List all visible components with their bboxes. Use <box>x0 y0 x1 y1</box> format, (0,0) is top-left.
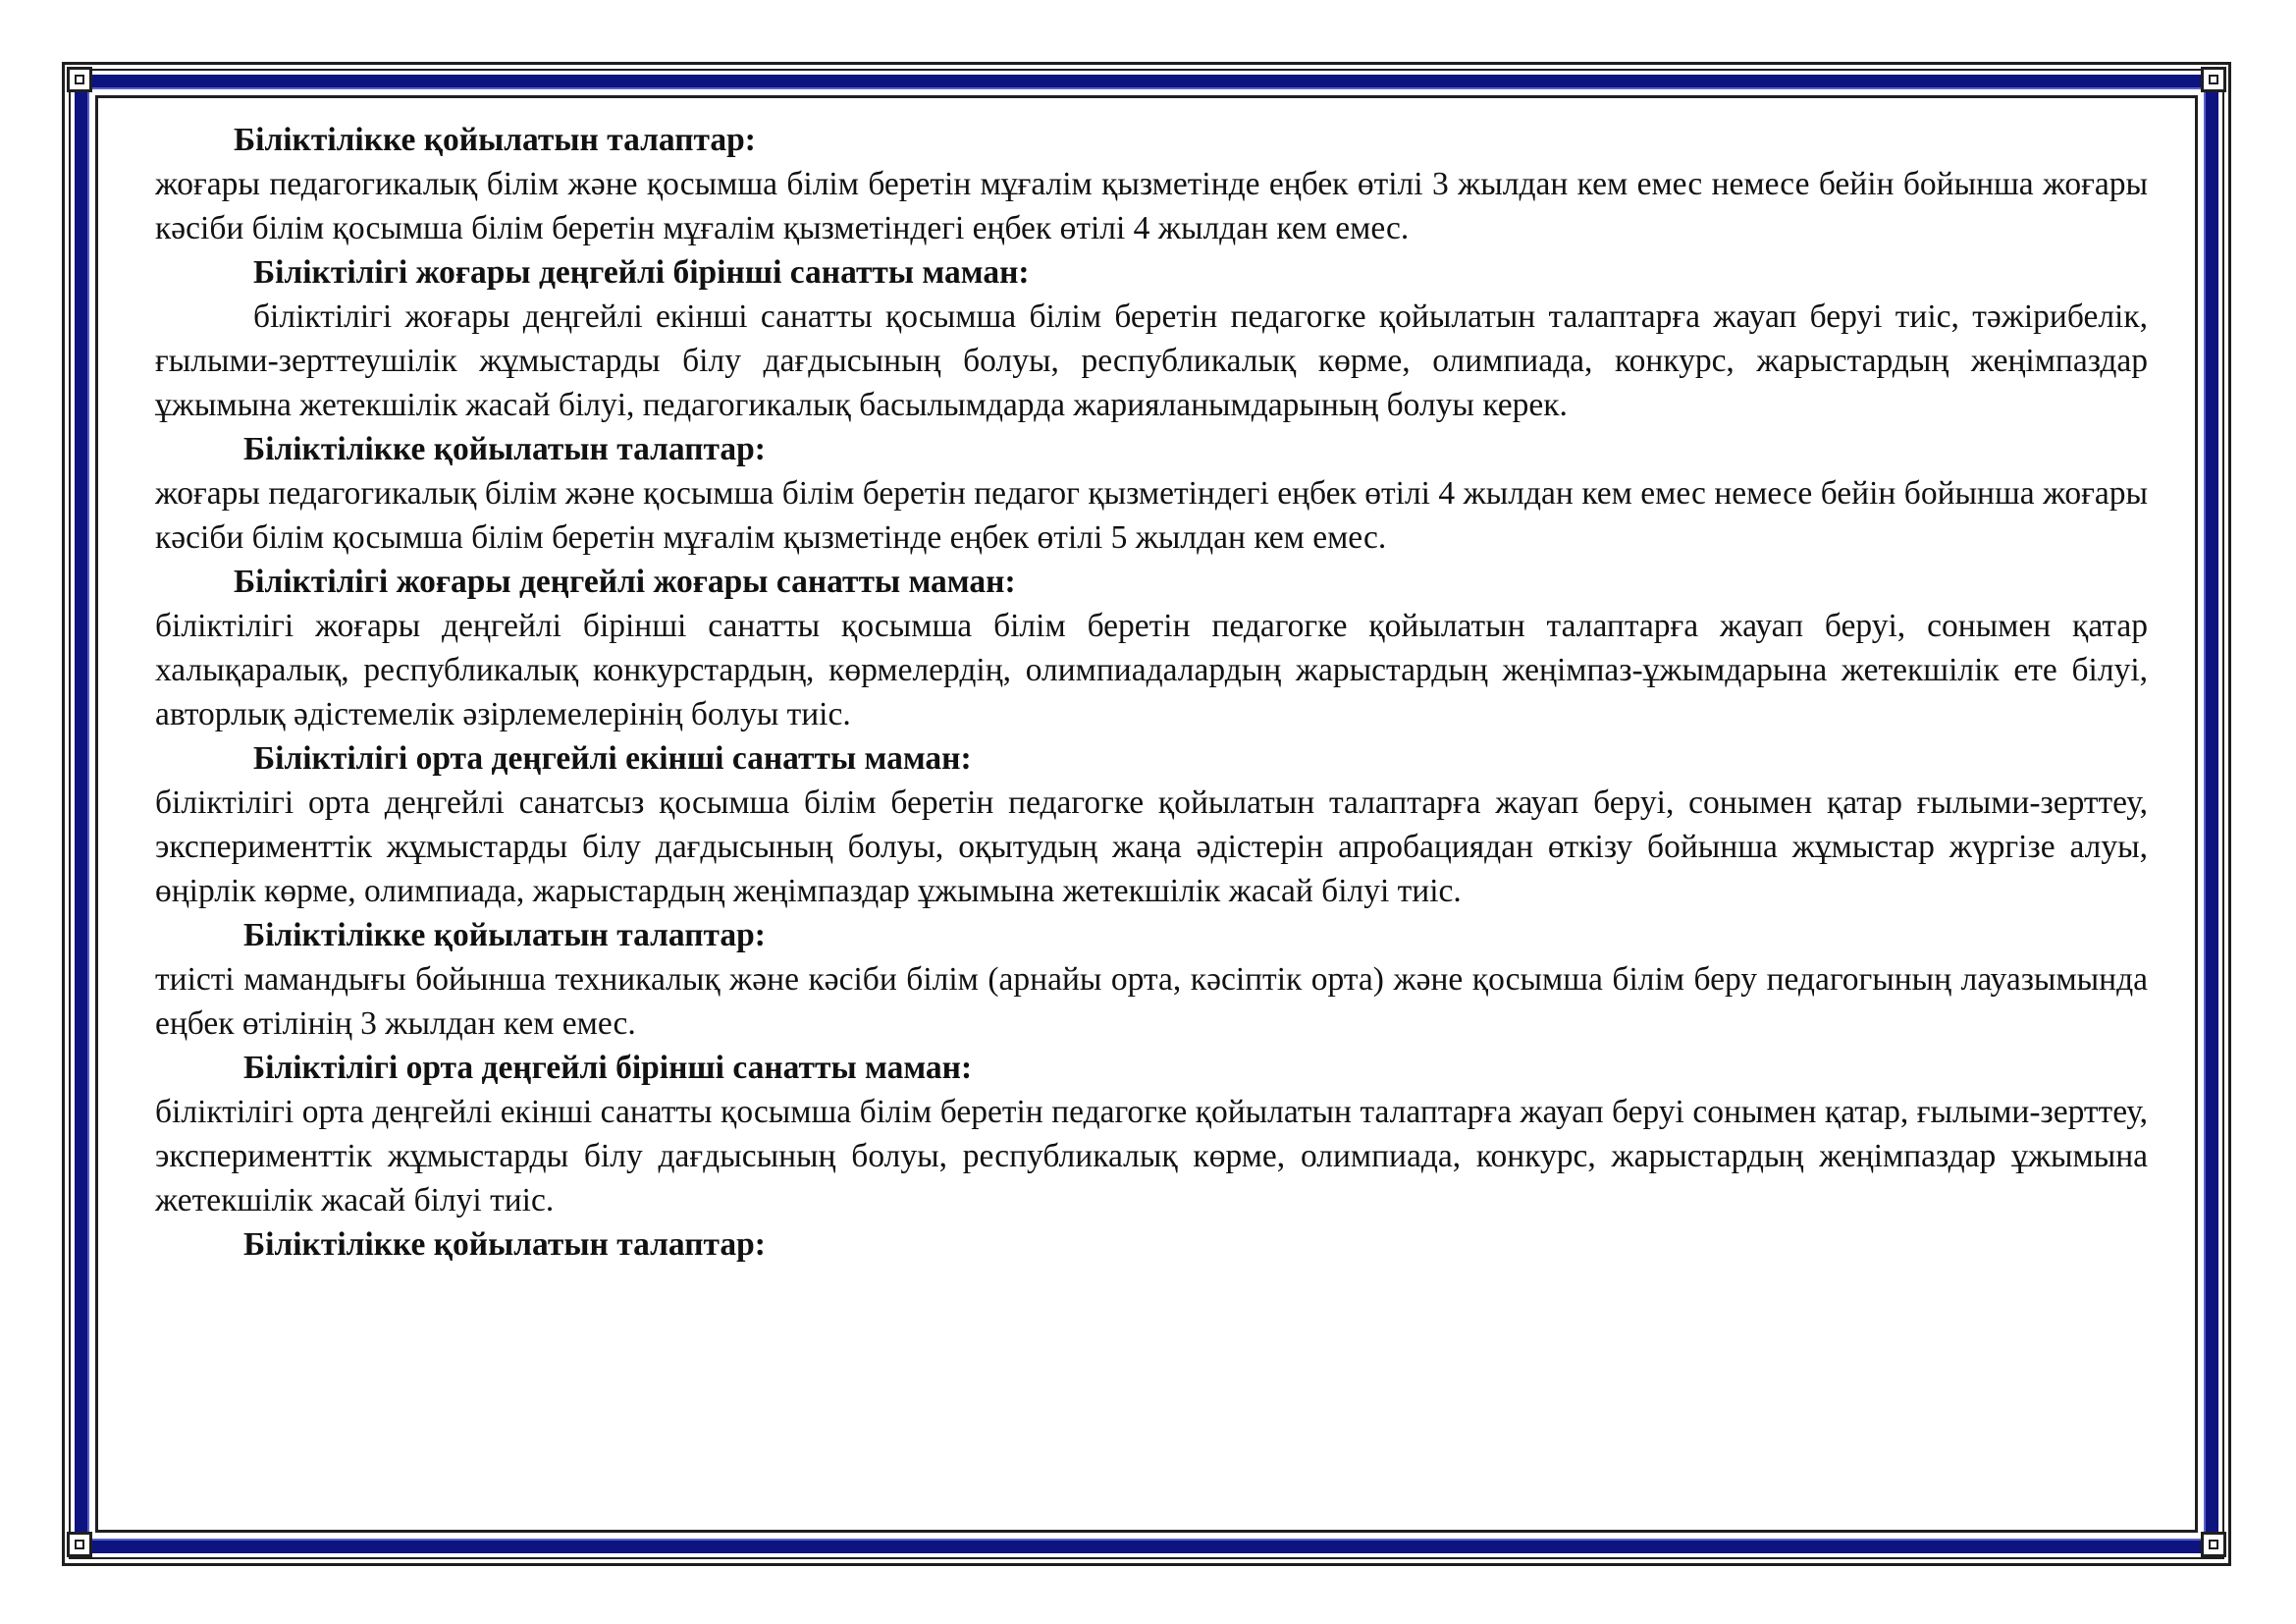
document-body <box>155 118 2148 1267</box>
section-heading: Біліктілікке қойылатын талаптар: <box>243 1226 766 1263</box>
paragraph: тиісті мамандығы бойынша техникалық және кәсіби білім (арнайы орта, кәсіптік орта) және қосымша білім беру педагогының лауазымында еңбек өтілінің 3 жылдан кем емес. <box>155 961 2148 1042</box>
section-heading: Біліктілікке қойылатын талаптар: <box>243 917 766 953</box>
paragraph: біліктілігі жоғары деңгейлі бірінші санатты қосымша білім беретін педагогке қойылатын талаптарға жауап беруі, сонымен қатар халықаралық, республикалық конкурстардың, көрмелердің, олимпиадалардың жарыстардың жеңімпаз-ұжымдарына жетекшілік ете білуі, авторлық әдістемелік әзірлемелерінің болуы тиіс. <box>155 608 2148 732</box>
section-heading: Біліктілікке қойылатын талаптар: <box>243 431 766 467</box>
paragraph: біліктілігі орта деңгейлі екінші санатты қосымша білім беретін педагогке қойылатын талаптарға жауап беруі сонымен қатар, ғылыми-зерттеу, эксперименттік жұмыстарды білу дағдысының болуы, республикалық көрме, олимпиада, конкурс, жарыстардың жеңімпаздар ұжымына жетекшілік жасай білуі тиіс. <box>155 1094 2148 1218</box>
section-heading: Біліктілігі орта деңгейлі екінші санатты маман: <box>253 740 972 777</box>
frame-corner-top-right <box>2201 67 2226 92</box>
section-heading: Біліктілігі орта деңгейлі бірінші санатты маман: <box>243 1050 973 1086</box>
paragraph: біліктілігі орта деңгейлі санатсыз қосымша білім беретін педагогке қойылатын талаптарға жауап беруі, сонымен қатар ғылыми-зерттеу, эксперименттік жұмыстарды білу дағдысының болуы, оқытудың жаңа әдістерін апробациядан өткізу бойынша жұмыстар жүргізе алуы, өңірлік көрме, олимпиада, жарыстардың жеңімпаздар ұжымына жетекшілік жасай білуі тиіс. <box>155 785 2148 909</box>
frame-corner-top-left <box>67 67 92 92</box>
section-heading: Біліктілігі жоғары деңгейлі жоғары санатты маман: <box>234 564 1016 600</box>
paragraph: жоғары педагогикалық білім және қосымша білім беретін педагог қызметіндегі еңбек өтілі 4 жылдан кем емес немесе бейін бойынша жоғары кәсіби білім қосымша білім беретін мұғалім қызметінде еңбек өтілі 5 жылдан кем емес. <box>155 475 2148 556</box>
paragraph: жоғары педагогикалық білім және қосымша білім беретін мұғалім қызметінде еңбек өтілі 3 жылдан кем емес немесе бейін бойынша жоғары кәсіби білім қосымша білім беретін мұғалім қызметіндегі еңбек өтілі 4 жылдан кем емес. <box>155 166 2148 246</box>
section-heading: Біліктілікке қойылатын талаптар: <box>234 122 756 158</box>
section-heading: Біліктілігі жоғары деңгейлі бірінші санатты маман: <box>253 254 1030 291</box>
frame-corner-bottom-left <box>67 1532 92 1557</box>
frame-corner-bottom-right <box>2201 1532 2226 1557</box>
paragraph: біліктілігі жоғары деңгейлі екінші санатты қосымша білім беретін педагогке қойылатын талаптарға жауап беруі тиіс, тәжірибелік, ғылыми-зерттеушілік жұмыстарды білу дағдысының болуы, республикалық көрме, олимпиада, конкурс, жарыстардың жеңімпаздар ұжымына жетекшілік жасай білуі, педагогикалық басылымдарда жарияланымдарының болуы керек. <box>155 298 2148 423</box>
